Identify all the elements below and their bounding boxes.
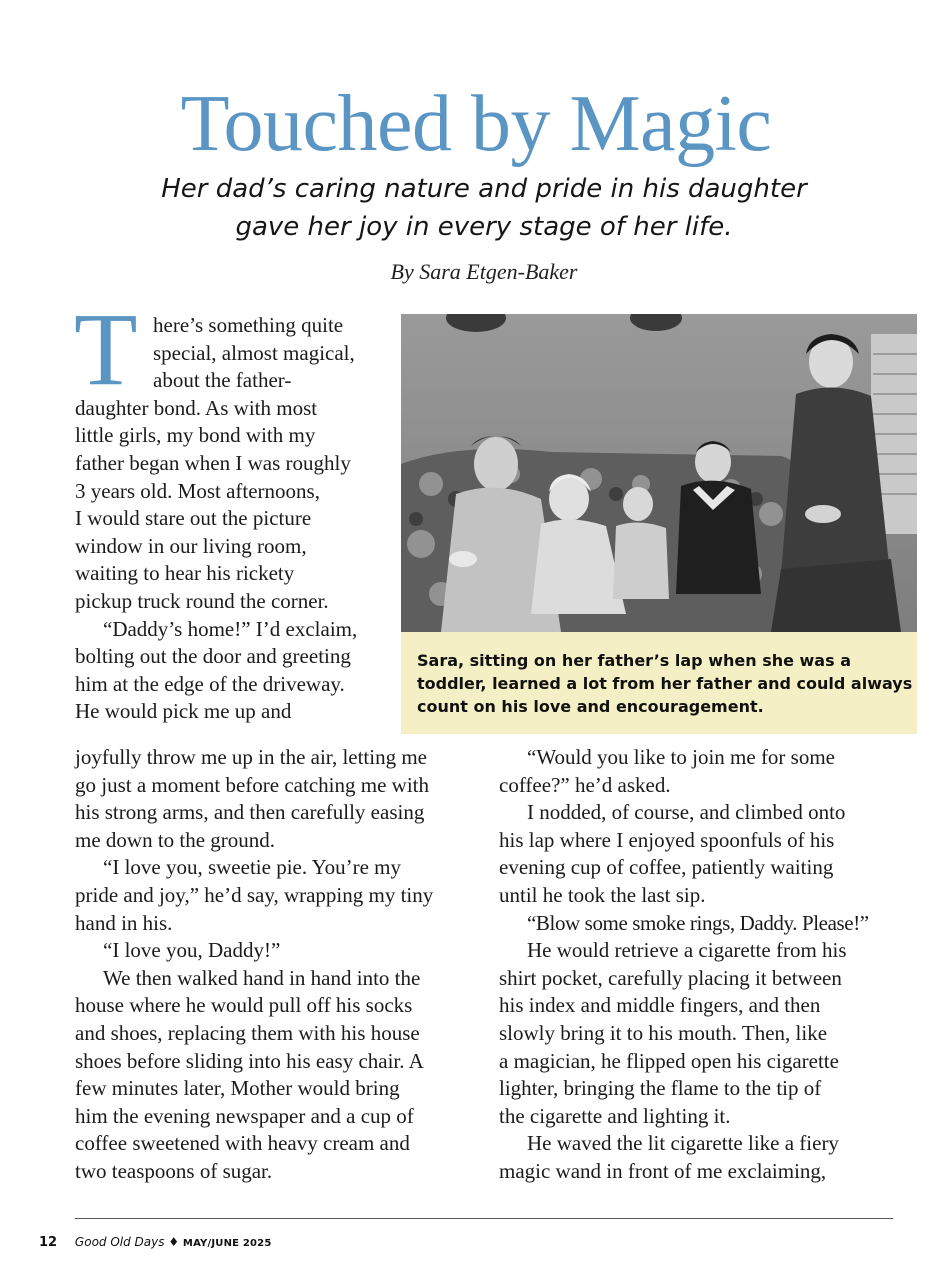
photo-caption <box>401 632 917 734</box>
body-line: window in our living room, <box>75 533 307 558</box>
body-line: He would retrieve a cigarette from his <box>527 938 847 963</box>
issue-date: MAY/JUNE 2025 <box>182 1238 272 1249</box>
body-line: I nodded, of course, and climbed onto <box>527 800 846 825</box>
body-line: house where he would pull off his socks <box>75 993 413 1018</box>
body-line: slowly bring it to his mouth. Then, like <box>499 1020 828 1045</box>
body-line: “Would you like to join me for some <box>527 745 836 769</box>
body-line: evening cup of coffee, patiently waiting <box>499 855 834 880</box>
body-line: “Blow some smoke rings, Daddy. Please!” <box>527 910 869 935</box>
body-line: coffee sweetened with heavy cream and <box>75 1131 410 1156</box>
body-line: two teaspoons of sugar. <box>75 1158 273 1183</box>
body-line: I would stare out the picture <box>75 506 312 531</box>
family-photo <box>401 314 917 632</box>
article-subtitle <box>0 170 952 246</box>
body-line: the cigarette and lighting it. <box>499 1103 731 1128</box>
caption-line: count on his love and encouragement. <box>417 697 764 716</box>
body-line: and shoes, replacing them with his house <box>75 1020 420 1045</box>
page-number: 12 <box>39 1235 58 1250</box>
body-line: He would pick me up and <box>75 699 292 724</box>
body-line: until he took the last sip. <box>499 882 706 907</box>
body-line: a magician, he flipped open his cigarette <box>499 1048 839 1073</box>
body-line: about the father- <box>153 368 292 393</box>
magazine-name: Good Old Days <box>74 1235 165 1249</box>
body-line: magic wand in front of me exclaiming, <box>499 1158 827 1183</box>
body-line: We then walked hand in hand into the <box>103 965 421 990</box>
body-line: He waved the lit cigarette like a fiery <box>527 1131 839 1156</box>
article-title: Touched by Magic <box>180 80 772 168</box>
right-column <box>499 744 899 1186</box>
body-line: 3 years old. Most afternoons, <box>75 478 320 503</box>
subtitle-line: gave her joy in every stage of her life. <box>235 212 733 242</box>
footer-rule <box>75 1218 893 1219</box>
body-line: waiting to hear his rickety <box>75 561 295 586</box>
body-line: pride and joy,” he’d say, wrapping my tiny <box>75 882 434 907</box>
body-line: daughter bond. As with most <box>75 395 318 420</box>
body-line: me down to the ground. <box>75 827 276 852</box>
body-line: his strong arms, and then carefully easing <box>75 800 425 825</box>
body-line: his index and middle fingers, and then <box>499 993 821 1018</box>
body-line: coffee?” he’d asked. <box>499 772 671 797</box>
subtitle-line: Her dad’s caring nature and pride in his daughter <box>161 174 807 204</box>
body-line: hand in his. <box>75 910 173 935</box>
page-footer <box>39 1234 272 1252</box>
body-line: joyfully throw me up in the air, letting me <box>75 745 428 769</box>
body-line: bolting out the door and greeting <box>75 644 351 669</box>
drop-cap: T <box>74 292 138 407</box>
body-line: shirt pocket, carefully placing it between <box>499 965 842 990</box>
body-line: little girls, my bond with my <box>75 423 316 448</box>
body-line: here’s something quite <box>153 313 344 337</box>
body-line: pickup truck round the corner. <box>75 588 329 613</box>
body-line: “Daddy’s home!” I’d exclaim, <box>103 616 358 641</box>
body-line: lighter, bringing the flame to the tip of <box>499 1076 822 1101</box>
body-line: him the evening newspaper and a cup of <box>75 1103 414 1128</box>
body-line: “I love you, Daddy!” <box>103 938 281 963</box>
body-line: few minutes later, Mother would bring <box>75 1076 400 1101</box>
body-line: “I love you, sweetie pie. You’re my <box>103 855 402 880</box>
caption-line: Sara, sitting on her father’s lap when she was a <box>417 651 851 670</box>
byline: By Sara Etgen-Baker <box>390 259 578 284</box>
caption-line: toddler, learned a lot from her father and could always <box>417 674 913 693</box>
body-line: special, almost magical, <box>153 340 355 365</box>
left-column-bottom <box>75 744 475 1186</box>
body-line: his lap where I enjoyed spoonfuls of his <box>499 827 835 852</box>
body-line: father began when I was roughly <box>75 450 351 475</box>
body-line: shoes before sliding into his easy chair. A <box>75 1048 424 1073</box>
body-line: go just a moment before catching me with <box>75 772 429 797</box>
body-line: him at the edge of the driveway. <box>75 671 345 696</box>
left-column-top <box>75 312 395 726</box>
diamond-separator: ♦ <box>168 1235 180 1249</box>
